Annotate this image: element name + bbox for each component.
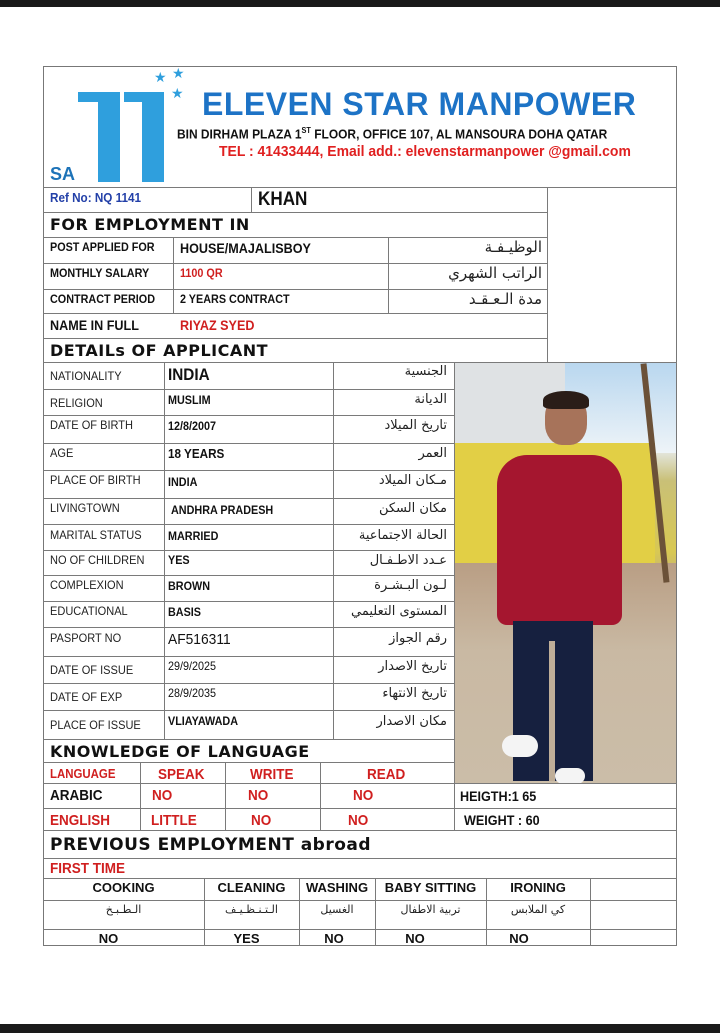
- company-contact: TEL : 41433444, Email add.: elevenstarmanpower @gmail.com: [219, 143, 631, 160]
- field-label: DATE OF BIRTH: [50, 418, 134, 432]
- divider: [43, 212, 547, 213]
- divider: [388, 237, 389, 313]
- field-label: MARITAL STATUS: [50, 528, 142, 542]
- field-label-arabic: لـون البـشـرة: [374, 578, 447, 593]
- divider: [43, 575, 454, 576]
- skill-arabic-label: الـتـنـظـيـف: [225, 903, 278, 916]
- divider: [43, 313, 547, 314]
- field-value: 18 YEARS: [168, 446, 225, 461]
- field-label: DATE OF EXP: [50, 690, 123, 704]
- company-name: ELEVEN STAR MANPOWER: [202, 86, 637, 122]
- field-label-arabic: العمر: [418, 446, 447, 461]
- skill-arabic-label: تربية الاطفال: [400, 903, 461, 916]
- bottom-border: [0, 1024, 720, 1033]
- logo-suffix: SA: [50, 164, 76, 184]
- section-title-details: DETAILs OF APPLICANT: [50, 341, 269, 360]
- field-label: NO OF CHILDREN: [50, 553, 145, 567]
- field-label: NAME IN FULL: [50, 317, 139, 333]
- field-label-arabic: مكان السكن: [378, 501, 447, 516]
- skill-value-cooking: NO: [98, 931, 119, 946]
- divider: [43, 338, 547, 339]
- applicant-photo: [455, 363, 676, 783]
- field-value: INDIA: [168, 475, 198, 489]
- field-label-arabic: الراتب الشهري: [448, 264, 542, 282]
- language-speak: NO: [152, 787, 173, 804]
- field-label-arabic: الحالة الاجتماعية: [358, 528, 447, 543]
- field-label: PLACE OF ISSUE: [50, 718, 141, 732]
- field-value: MUSLIM: [168, 393, 211, 407]
- divider: [43, 550, 454, 551]
- skill-value-washing: NO: [324, 931, 344, 946]
- field-label-arabic: مدة الـعـقـد: [468, 290, 542, 308]
- divider: [43, 187, 677, 188]
- company-address: BIN DIRHAM PLAZA 1ST FLOOR, OFFICE 107, AL MANSOURA DOHA QATAR: [177, 126, 608, 142]
- field-label-arabic: مـكان الميلاد: [378, 473, 447, 488]
- language-write: NO: [251, 812, 272, 829]
- field-label: CONTRACT PERIOD: [50, 292, 156, 306]
- star-icon: ★: [154, 69, 167, 85]
- language-read: NO: [348, 812, 369, 829]
- skill-value-cleaning: YES: [233, 931, 260, 946]
- field-label: PLACE OF BIRTH: [50, 473, 141, 487]
- divider: [43, 656, 454, 657]
- full-name: RIYAZ SYED: [180, 317, 255, 333]
- section-title-previous-employment: PREVIOUS EMPLOYMENT abroad: [50, 835, 372, 855]
- ref-number: Ref No: NQ 1141: [50, 190, 142, 205]
- field-label: MONTHLY SALARY: [50, 266, 150, 280]
- field-value: HOUSE/MAJALISBOY: [180, 240, 311, 256]
- top-border: [0, 0, 720, 7]
- field-label-arabic: رقم الجواز: [389, 631, 447, 646]
- field-label: POST APPLIED FOR: [50, 240, 155, 254]
- skill-value-ironing: NO: [509, 931, 529, 946]
- field-value: BROWN: [168, 579, 211, 593]
- language-header-speak: SPEAK: [158, 766, 205, 783]
- field-value: 29/9/2025: [168, 659, 217, 673]
- logo-digit-one-b: [142, 92, 164, 182]
- divider: [320, 762, 321, 830]
- field-label: EDUCATIONAL: [50, 604, 128, 618]
- divider: [43, 710, 454, 711]
- field-label: DATE OF ISSUE: [50, 663, 134, 677]
- divider: [43, 627, 454, 628]
- field-value: 1100 QR: [180, 266, 223, 280]
- divider: [43, 683, 454, 684]
- language-header-language: LANGUAGE: [50, 766, 116, 781]
- field-value: 28/9/2035: [168, 686, 217, 700]
- field-value: MARRIED: [168, 529, 219, 543]
- skill-header-cleaning: CLEANING: [217, 880, 286, 895]
- field-label: RELIGION: [50, 396, 103, 410]
- field-label-arabic: تاريخ الانتهاء: [382, 686, 447, 701]
- field-value: YES: [168, 553, 190, 567]
- divider: [590, 878, 591, 946]
- photo-person-hair: [543, 391, 589, 409]
- divider: [43, 783, 677, 784]
- divider: [43, 878, 677, 879]
- field-label: PASPORT NO: [50, 631, 122, 645]
- photo-person-shirt: [497, 455, 622, 625]
- skill-header-washing: WASHING: [305, 880, 369, 895]
- previous-employment-note: FIRST TIME: [50, 860, 125, 877]
- field-label-arabic: عـدد الاطـفـال: [369, 553, 447, 568]
- photo-person-shoe: [502, 735, 538, 757]
- skill-arabic-label: كي الملابس: [510, 903, 566, 916]
- divider: [251, 187, 252, 212]
- divider: [43, 443, 454, 444]
- language-write: NO: [248, 787, 269, 804]
- section-title-language: KNOWLEDGE OF LANGUAGE: [50, 742, 310, 761]
- field-label: NATIONALITY: [50, 369, 122, 383]
- field-label-arabic: الديانة: [414, 392, 447, 407]
- divider: [547, 187, 548, 362]
- language-speak: LITTLE: [151, 812, 197, 829]
- divider: [43, 524, 454, 525]
- field-label-arabic: المستوى التعليمي: [351, 604, 447, 619]
- divider: [43, 900, 677, 901]
- star-icon: ★: [171, 85, 184, 101]
- skill-arabic-label: الـطـبـخ: [105, 903, 142, 916]
- skill-arabic-label: الغسيل: [320, 903, 354, 916]
- divider: [43, 498, 454, 499]
- logo-digit-one-a: [98, 92, 120, 182]
- weight-value: WEIGHT : 60: [464, 812, 540, 828]
- field-label-arabic: تاريخ الاصدار: [378, 659, 447, 674]
- height-value: HEIGTH:1 65: [460, 788, 537, 804]
- divider: [173, 237, 174, 313]
- skill-value-baby-sitting: NO: [405, 931, 425, 946]
- field-label-arabic: الوظيـفـة: [484, 238, 542, 256]
- field-value: INDIA: [168, 365, 210, 384]
- language-read: NO: [353, 787, 374, 804]
- divider: [43, 739, 454, 740]
- section-title-employment: FOR EMPLOYMENT IN: [50, 215, 250, 234]
- field-value: 12/8/2007: [168, 419, 217, 433]
- star-icon: ★: [172, 65, 185, 81]
- field-value: BASIS: [168, 605, 202, 619]
- divider: [43, 237, 547, 238]
- language-name: ARABIC: [50, 787, 103, 804]
- divider: [43, 830, 677, 831]
- divider: [43, 762, 454, 763]
- language-header-read: READ: [367, 766, 406, 783]
- photo-person-shoe: [555, 768, 585, 783]
- divider: [140, 762, 141, 830]
- divider: [225, 762, 226, 830]
- photo-person-pants: [513, 621, 593, 781]
- field-label-arabic: مكان الاصدار: [376, 714, 447, 729]
- field-label: COMPLEXION: [50, 578, 124, 592]
- language-header-write: WRITE: [250, 766, 294, 783]
- field-label: LIVINGTOWN: [50, 501, 120, 515]
- field-value: ANDHRA PRADESH: [171, 503, 274, 517]
- skill-header-baby-sitting: BABY SITTING: [384, 880, 477, 895]
- field-value: 2 YEARS CONTRACT: [180, 292, 290, 306]
- skill-header-cooking: COOKING: [92, 880, 155, 895]
- surname: KHAN: [258, 189, 308, 210]
- divider: [43, 929, 677, 930]
- field-value: VLIAYAWADA: [168, 714, 239, 728]
- divider: [43, 470, 454, 471]
- field-label-arabic: الجنسية: [404, 364, 447, 379]
- divider: [43, 389, 454, 390]
- passport-number: AF516311: [168, 631, 231, 648]
- language-name: ENGLISH: [50, 812, 111, 829]
- divider: [43, 808, 677, 809]
- skill-header-ironing: IRONING: [510, 880, 566, 895]
- divider: [43, 601, 454, 602]
- divider: [43, 415, 454, 416]
- field-label: AGE: [50, 446, 74, 460]
- divider: [43, 858, 677, 859]
- field-label-arabic: تاريخ الميلاد: [384, 418, 447, 433]
